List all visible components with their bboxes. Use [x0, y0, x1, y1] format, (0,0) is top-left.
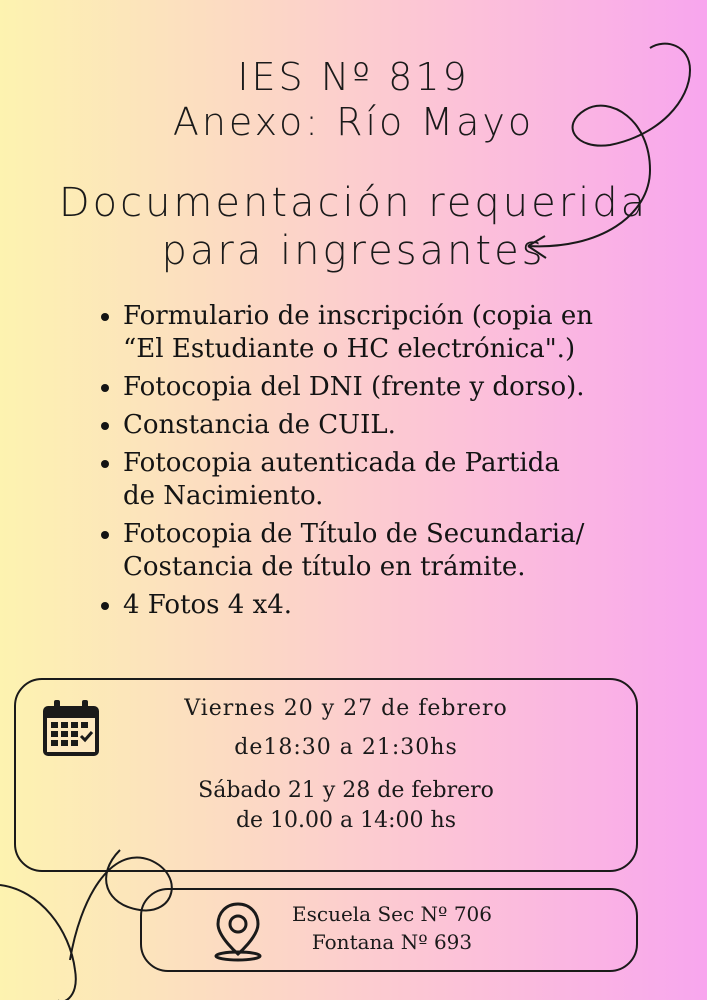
list-item	[123, 589, 707, 622]
list-item-text: Fotocopia de Título de Secundaria/ Costancia de título en trámite.	[123, 519, 585, 582]
location-address: Fontana Nº 693	[311, 930, 473, 954]
list-item-text: Formulario de inscripción (copia en “El Estudiante o HC electrónica".)	[123, 301, 593, 364]
schedule-friday-dates: Viernes 20 y 27 de febrero	[184, 696, 508, 721]
required-documents-list	[95, 300, 707, 627]
location-box	[140, 888, 638, 972]
list-item	[123, 447, 707, 513]
heading-line-2: para ingresantes	[161, 228, 546, 274]
list-item-text: Constancia de CUIL.	[123, 410, 396, 440]
list-item	[123, 300, 707, 366]
schedule-box	[14, 678, 638, 872]
list-item	[123, 518, 707, 584]
list-item-text: 4 Fotos 4 x4.	[123, 590, 293, 620]
list-item	[123, 409, 707, 442]
schedule-saturday-dates: Sábado 21 y 28 de febrero	[198, 778, 494, 803]
list-item-text: Fotocopia del DNI (frente y dorso).	[123, 372, 585, 402]
schedule-saturday-hours: de 10.00 a 14:00 hs	[235, 808, 457, 833]
list-item	[123, 371, 707, 404]
calendar-icon	[40, 698, 102, 760]
list-item-text: Fotocopia autenticada de Partida de Nacimiento.	[123, 448, 560, 511]
annex-title: Anexo: Río Mayo	[172, 100, 535, 144]
schedule-friday-hours: de18:30 a 21:30hs	[234, 735, 458, 760]
heading-line-1: Documentación requerida	[58, 180, 649, 226]
institution-title: IES Nº 819	[237, 55, 470, 99]
location-school: Escuela Sec Nº 706	[292, 902, 492, 926]
